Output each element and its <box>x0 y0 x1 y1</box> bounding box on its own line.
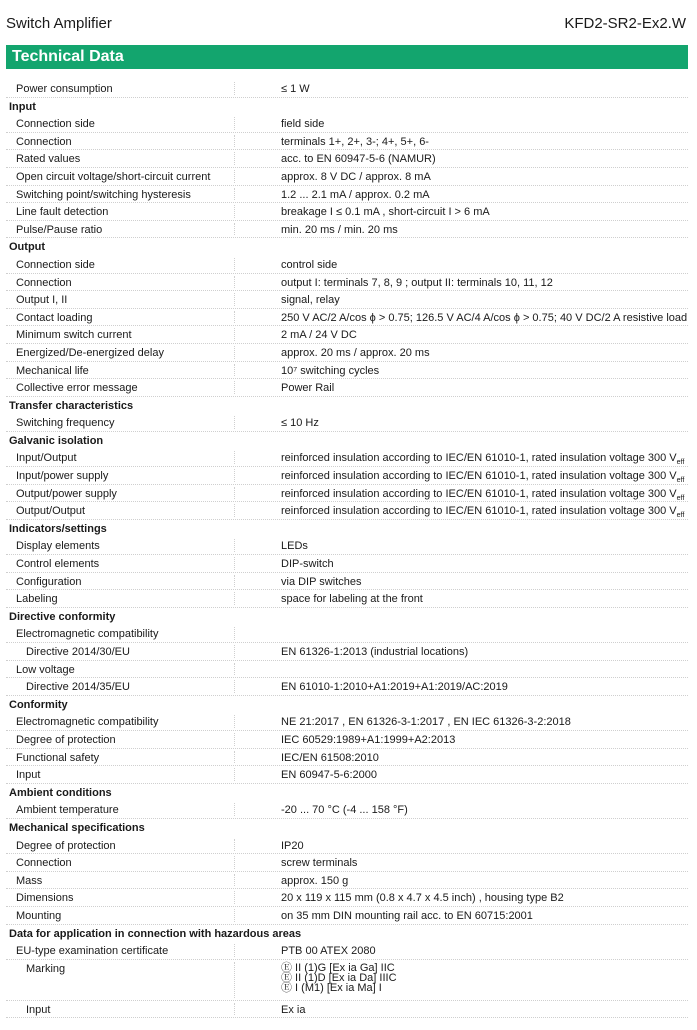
spec-value <box>281 857 357 870</box>
spec-label: Connection side <box>16 258 95 271</box>
spec-value <box>281 171 431 184</box>
column-divider <box>234 293 235 306</box>
spec-row <box>6 168 688 186</box>
spec-label: Power consumption <box>16 83 113 95</box>
column-divider <box>234 909 235 922</box>
spec-label: Pulse/Pause ratio <box>16 223 103 236</box>
spec-value <box>281 963 397 993</box>
spec-value <box>281 488 684 501</box>
column-divider <box>234 416 235 429</box>
spec-value <box>281 312 687 325</box>
spec-value <box>281 558 334 571</box>
spec-row <box>6 661 688 679</box>
spec-value-text: reinforced insulation according to IEC/EN 61010-1, rated insulation voltage 300 V <box>281 452 677 465</box>
spec-row <box>6 643 688 661</box>
column-divider <box>234 276 235 289</box>
spec-value-text: IEC 60529:1989+A1:1999+A2:2013 <box>281 733 456 746</box>
spec-row <box>6 801 688 819</box>
spec-row <box>6 256 688 274</box>
spec-row <box>6 150 688 168</box>
spec-value-text: min. 20 ms / min. 20 ms <box>281 223 398 236</box>
spec-row <box>6 960 688 1001</box>
spec-value-text: 250 V AC/2 A/cos ϕ > 0.75; 126.5 V AC/4 A/cos ϕ > 0.75; 40 V DC/2 A resistive load <box>281 311 688 324</box>
column-divider <box>234 645 235 658</box>
spec-label: Mass <box>16 874 43 887</box>
spec-label: Functional safety <box>16 751 100 764</box>
spec-value <box>281 470 684 483</box>
spec-label: Input <box>26 1003 51 1016</box>
column-divider <box>234 803 235 816</box>
spec-value <box>281 329 357 342</box>
spec-value <box>281 875 348 888</box>
spec-value <box>281 347 430 360</box>
spec-label: Switching frequency <box>16 417 115 430</box>
spec-row <box>6 485 688 503</box>
column-divider <box>234 504 235 517</box>
spec-value-text: 20 x 119 x 115 mm (0.8 x 4.7 x 4.5 inch) , housing type B2 <box>281 892 564 905</box>
section-heading: Output <box>9 241 46 254</box>
spec-row <box>6 573 688 591</box>
column-divider <box>234 82 235 95</box>
spec-label: Open circuit voltage/short-circuit current <box>16 170 211 183</box>
column-divider <box>234 451 235 464</box>
spec-value <box>281 769 377 782</box>
section-heading: Galvanic isolation <box>9 434 104 447</box>
spec-label: Electromagnetic compatibility <box>16 628 159 641</box>
spec-value-text: DIP-switch <box>281 558 334 571</box>
spec-label: Connection <box>16 135 72 148</box>
column-divider <box>234 891 235 904</box>
spec-label: Minimum switch current <box>16 329 132 342</box>
section-heading-row <box>6 784 688 802</box>
spec-value-text: approx. 8 V DC / approx. 8 mA <box>281 170 431 183</box>
spec-value-text: Power Rail <box>281 382 335 395</box>
column-divider <box>234 768 235 781</box>
column-divider <box>234 117 235 130</box>
column-divider <box>234 152 235 165</box>
spec-value <box>281 452 684 465</box>
spec-value-text: approx. 150 g <box>281 874 349 887</box>
spec-value-text: reinforced insulation according to IEC/EN 61010-1, rated insulation voltage 300 V <box>281 487 677 500</box>
column-divider <box>234 557 235 570</box>
spec-row <box>6 854 688 872</box>
column-divider <box>234 469 235 482</box>
spec-row <box>6 907 688 925</box>
unit-subscript: eff <box>676 477 685 485</box>
spec-value-text: ≤ 10 Hz <box>281 417 319 430</box>
spec-value-text: ≤ 1 W <box>281 83 310 95</box>
column-divider <box>234 1003 235 1016</box>
spec-label: Connection <box>16 276 72 289</box>
spec-row <box>6 274 688 292</box>
spec-row <box>6 344 688 362</box>
spec-value <box>281 294 340 307</box>
spec-value <box>281 734 455 747</box>
spec-row <box>6 731 688 749</box>
spec-value-text: via DIP switches <box>281 575 362 588</box>
section-heading-row <box>6 238 688 256</box>
spec-label: Low voltage <box>16 663 75 676</box>
spec-value-text: reinforced insulation according to IEC/EN 61010-1, rated insulation voltage 300 V <box>281 470 677 483</box>
spec-row <box>6 537 688 555</box>
column-divider <box>234 311 235 324</box>
spec-value <box>281 189 430 202</box>
spec-value-text: -20 ... 70 °C (-4 ... 158 °F) <box>281 804 408 817</box>
column-divider <box>234 258 235 271</box>
product-code: KFD2-SR2-Ex2.W <box>564 15 686 32</box>
spec-row <box>6 414 688 432</box>
spec-row <box>6 713 688 731</box>
unit-subscript: eff <box>676 512 685 520</box>
spec-value-text: NE 21:2017 , EN 61326-3-1:2017 , EN IEC 61326-3-2:2018 <box>281 716 571 729</box>
section-heading: Mechanical specifications <box>9 821 145 834</box>
spec-value-text: breakage I ≤ 0.1 mA , short-circuit I > 6 mA <box>281 206 490 219</box>
spec-value-text: 10⁷ switching cycles <box>281 364 380 377</box>
column-divider <box>234 874 235 887</box>
spec-value-text: 2 mA / 24 V DC <box>281 329 357 342</box>
spec-row <box>6 942 688 960</box>
section-heading-row <box>6 432 688 450</box>
spec-row <box>6 1001 688 1019</box>
section-heading: Input <box>9 100 36 113</box>
spec-row <box>6 362 688 380</box>
spec-label: Input/Output <box>16 452 77 465</box>
spec-label: Ambient temperature <box>16 804 119 817</box>
spec-value <box>281 593 423 606</box>
spec-value-text: reinforced insulation according to IEC/EN 61010-1, rated insulation voltage 300 V <box>281 505 677 518</box>
spec-label: Input/power supply <box>16 470 109 483</box>
spec-value <box>281 752 379 765</box>
spec-label: Switching point/switching hysteresis <box>16 188 191 201</box>
spec-value <box>281 505 684 518</box>
spec-value-text: Ex ia <box>281 1003 306 1016</box>
spec-value <box>281 153 436 166</box>
spec-value <box>281 259 337 272</box>
spec-label: Directive 2014/30/EU <box>26 646 130 658</box>
spec-value-text: terminals 1+, 2+, 3-; 4+, 5+, 6- <box>281 135 429 148</box>
spec-label: Directive 2014/35/EU <box>26 681 130 694</box>
spec-label: Display elements <box>16 540 100 553</box>
spec-row <box>6 203 688 221</box>
section-heading: Indicators/settings <box>9 522 107 535</box>
spec-value-text: signal, relay <box>281 294 340 307</box>
column-divider <box>234 680 235 693</box>
technical-data-table <box>6 80 688 1018</box>
column-divider <box>234 839 235 852</box>
spec-value-text: IP20 <box>281 839 304 852</box>
column-divider <box>234 962 235 998</box>
spec-label: Output/Output <box>16 505 86 518</box>
spec-label: Rated values <box>16 153 81 166</box>
column-divider <box>234 346 235 359</box>
section-heading-row <box>6 696 688 714</box>
spec-value <box>281 540 308 553</box>
spec-row <box>6 449 688 467</box>
spec-value <box>281 804 408 817</box>
column-divider <box>234 663 235 676</box>
spec-label: Collective error message <box>16 382 138 395</box>
spec-value <box>281 365 379 378</box>
spec-label: Mounting <box>16 909 62 922</box>
product-type: Switch Amplifier <box>6 15 112 32</box>
spec-row <box>6 80 688 98</box>
spec-label: Energized/De-energized delay <box>16 346 164 359</box>
spec-value <box>281 1004 305 1017</box>
column-divider <box>234 944 235 957</box>
spec-label: EU-type examination certificate <box>16 945 169 958</box>
spec-value-text: acc. to EN 60947-5-6 (NAMUR) <box>281 153 436 166</box>
spec-value-text: approx. 20 ms / approx. 20 ms <box>281 346 430 359</box>
spec-row <box>6 379 688 397</box>
spec-label: Labeling <box>16 593 58 606</box>
spec-row <box>6 467 688 485</box>
marking-line: Ⓔ II (1)D [Ex ia Da] IIIC <box>281 971 397 984</box>
section-heading-row <box>6 608 688 626</box>
document-header <box>6 15 686 37</box>
spec-label: Electromagnetic compatibility <box>16 716 159 729</box>
spec-value <box>281 576 362 589</box>
spec-value <box>281 417 319 430</box>
spec-value <box>281 646 468 659</box>
spec-label: Line fault detection <box>16 206 109 219</box>
spec-row <box>6 625 688 643</box>
spec-value-text: field side <box>281 118 325 131</box>
spec-row <box>6 502 688 520</box>
spec-row <box>6 291 688 309</box>
spec-label: Control elements <box>16 558 100 571</box>
column-divider <box>234 856 235 869</box>
spec-label: Connection side <box>16 118 95 131</box>
spec-label: Mechanical life <box>16 364 89 377</box>
section-heading: Data for application in connection with hazardous areas <box>9 927 302 940</box>
spec-row <box>6 766 688 784</box>
spec-label: Output/power supply <box>16 487 117 500</box>
spec-label: Output I, II <box>16 294 68 307</box>
spec-value <box>281 945 376 958</box>
spec-row <box>6 590 688 608</box>
spec-label: Degree of protection <box>16 839 116 852</box>
section-heading-row <box>6 819 688 837</box>
spec-row <box>6 309 688 327</box>
column-divider <box>234 170 235 183</box>
unit-subscript: eff <box>676 494 685 502</box>
spec-value <box>281 277 553 290</box>
spec-value <box>281 206 490 219</box>
spec-value-text: space for labeling at the front <box>281 593 423 606</box>
spec-value <box>281 716 571 729</box>
column-divider <box>234 575 235 588</box>
spec-value-text: on 35 mm DIN mounting rail acc. to EN 60715:2001 <box>281 909 533 922</box>
spec-value <box>281 224 398 237</box>
spec-value <box>281 892 564 905</box>
spec-row <box>6 678 688 696</box>
spec-value-text: EN 60947-5-6:2000 <box>281 769 378 782</box>
spec-value-text: output I: terminals 7, 8, 9 ; output II: terminals 10, 11, 12 <box>281 276 553 289</box>
spec-value-text: EN 61010-1:2010+A1:2019+A1:2019/AC:2019 <box>281 681 508 694</box>
spec-value-text: IEC/EN 61508:2010 <box>281 751 379 764</box>
spec-label: Marking <box>26 962 66 975</box>
spec-label: Configuration <box>16 575 82 588</box>
column-divider <box>234 205 235 218</box>
column-divider <box>234 539 235 552</box>
spec-value-text: PTB 00 ATEX 2080 <box>281 945 376 958</box>
spec-value-text: control side <box>281 258 338 271</box>
spec-value-text: EN 61326-1:2013 (industrial locations) <box>281 646 469 658</box>
section-heading-row <box>6 925 688 943</box>
spec-value <box>281 83 310 96</box>
section-heading-row <box>6 520 688 538</box>
column-divider <box>234 487 235 500</box>
spec-label: Input <box>16 769 41 782</box>
spec-value-text: 1.2 ... 2.1 mA / approx. 0.2 mA <box>281 188 430 201</box>
section-heading-row <box>6 98 688 116</box>
spec-row <box>6 749 688 767</box>
spec-row <box>6 133 688 151</box>
section-heading-row <box>6 397 688 415</box>
spec-label: Degree of protection <box>16 733 116 746</box>
spec-value <box>281 136 429 149</box>
spec-row <box>6 115 688 133</box>
spec-label: Contact loading <box>16 311 93 324</box>
spec-value-text: LEDs <box>281 540 308 553</box>
column-divider <box>234 627 235 640</box>
spec-value <box>281 681 508 694</box>
column-divider <box>234 364 235 377</box>
section-heading: Ambient conditions <box>9 786 112 799</box>
column-divider <box>234 592 235 605</box>
unit-subscript: eff <box>676 459 685 467</box>
spec-row <box>6 221 688 239</box>
section-heading: Conformity <box>9 698 68 711</box>
column-divider <box>234 135 235 148</box>
spec-value <box>281 840 304 853</box>
column-divider <box>234 188 235 201</box>
spec-label: Dimensions <box>16 892 74 905</box>
column-divider <box>234 223 235 236</box>
section-heading: Directive conformity <box>9 610 116 623</box>
spec-row <box>6 837 688 855</box>
column-divider <box>234 381 235 394</box>
marking-line: Ⓔ I (M1) [Ex ia Ma] I <box>281 981 382 994</box>
marking-line: Ⓔ II (1)G [Ex ia Ga] IIC <box>281 961 395 974</box>
spec-row <box>6 872 688 890</box>
section-banner: Technical Data <box>6 45 688 69</box>
spec-value <box>281 382 334 395</box>
spec-value <box>281 910 533 923</box>
spec-row <box>6 326 688 344</box>
spec-row <box>6 889 688 907</box>
column-divider <box>234 751 235 764</box>
section-heading: Transfer characteristics <box>9 399 134 412</box>
column-divider <box>234 328 235 341</box>
spec-value-text: screw terminals <box>281 857 358 870</box>
column-divider <box>234 733 235 746</box>
spec-row <box>6 186 688 204</box>
spec-label: Connection <box>16 857 72 870</box>
column-divider <box>234 715 235 728</box>
spec-value <box>281 118 324 131</box>
spec-row <box>6 555 688 573</box>
